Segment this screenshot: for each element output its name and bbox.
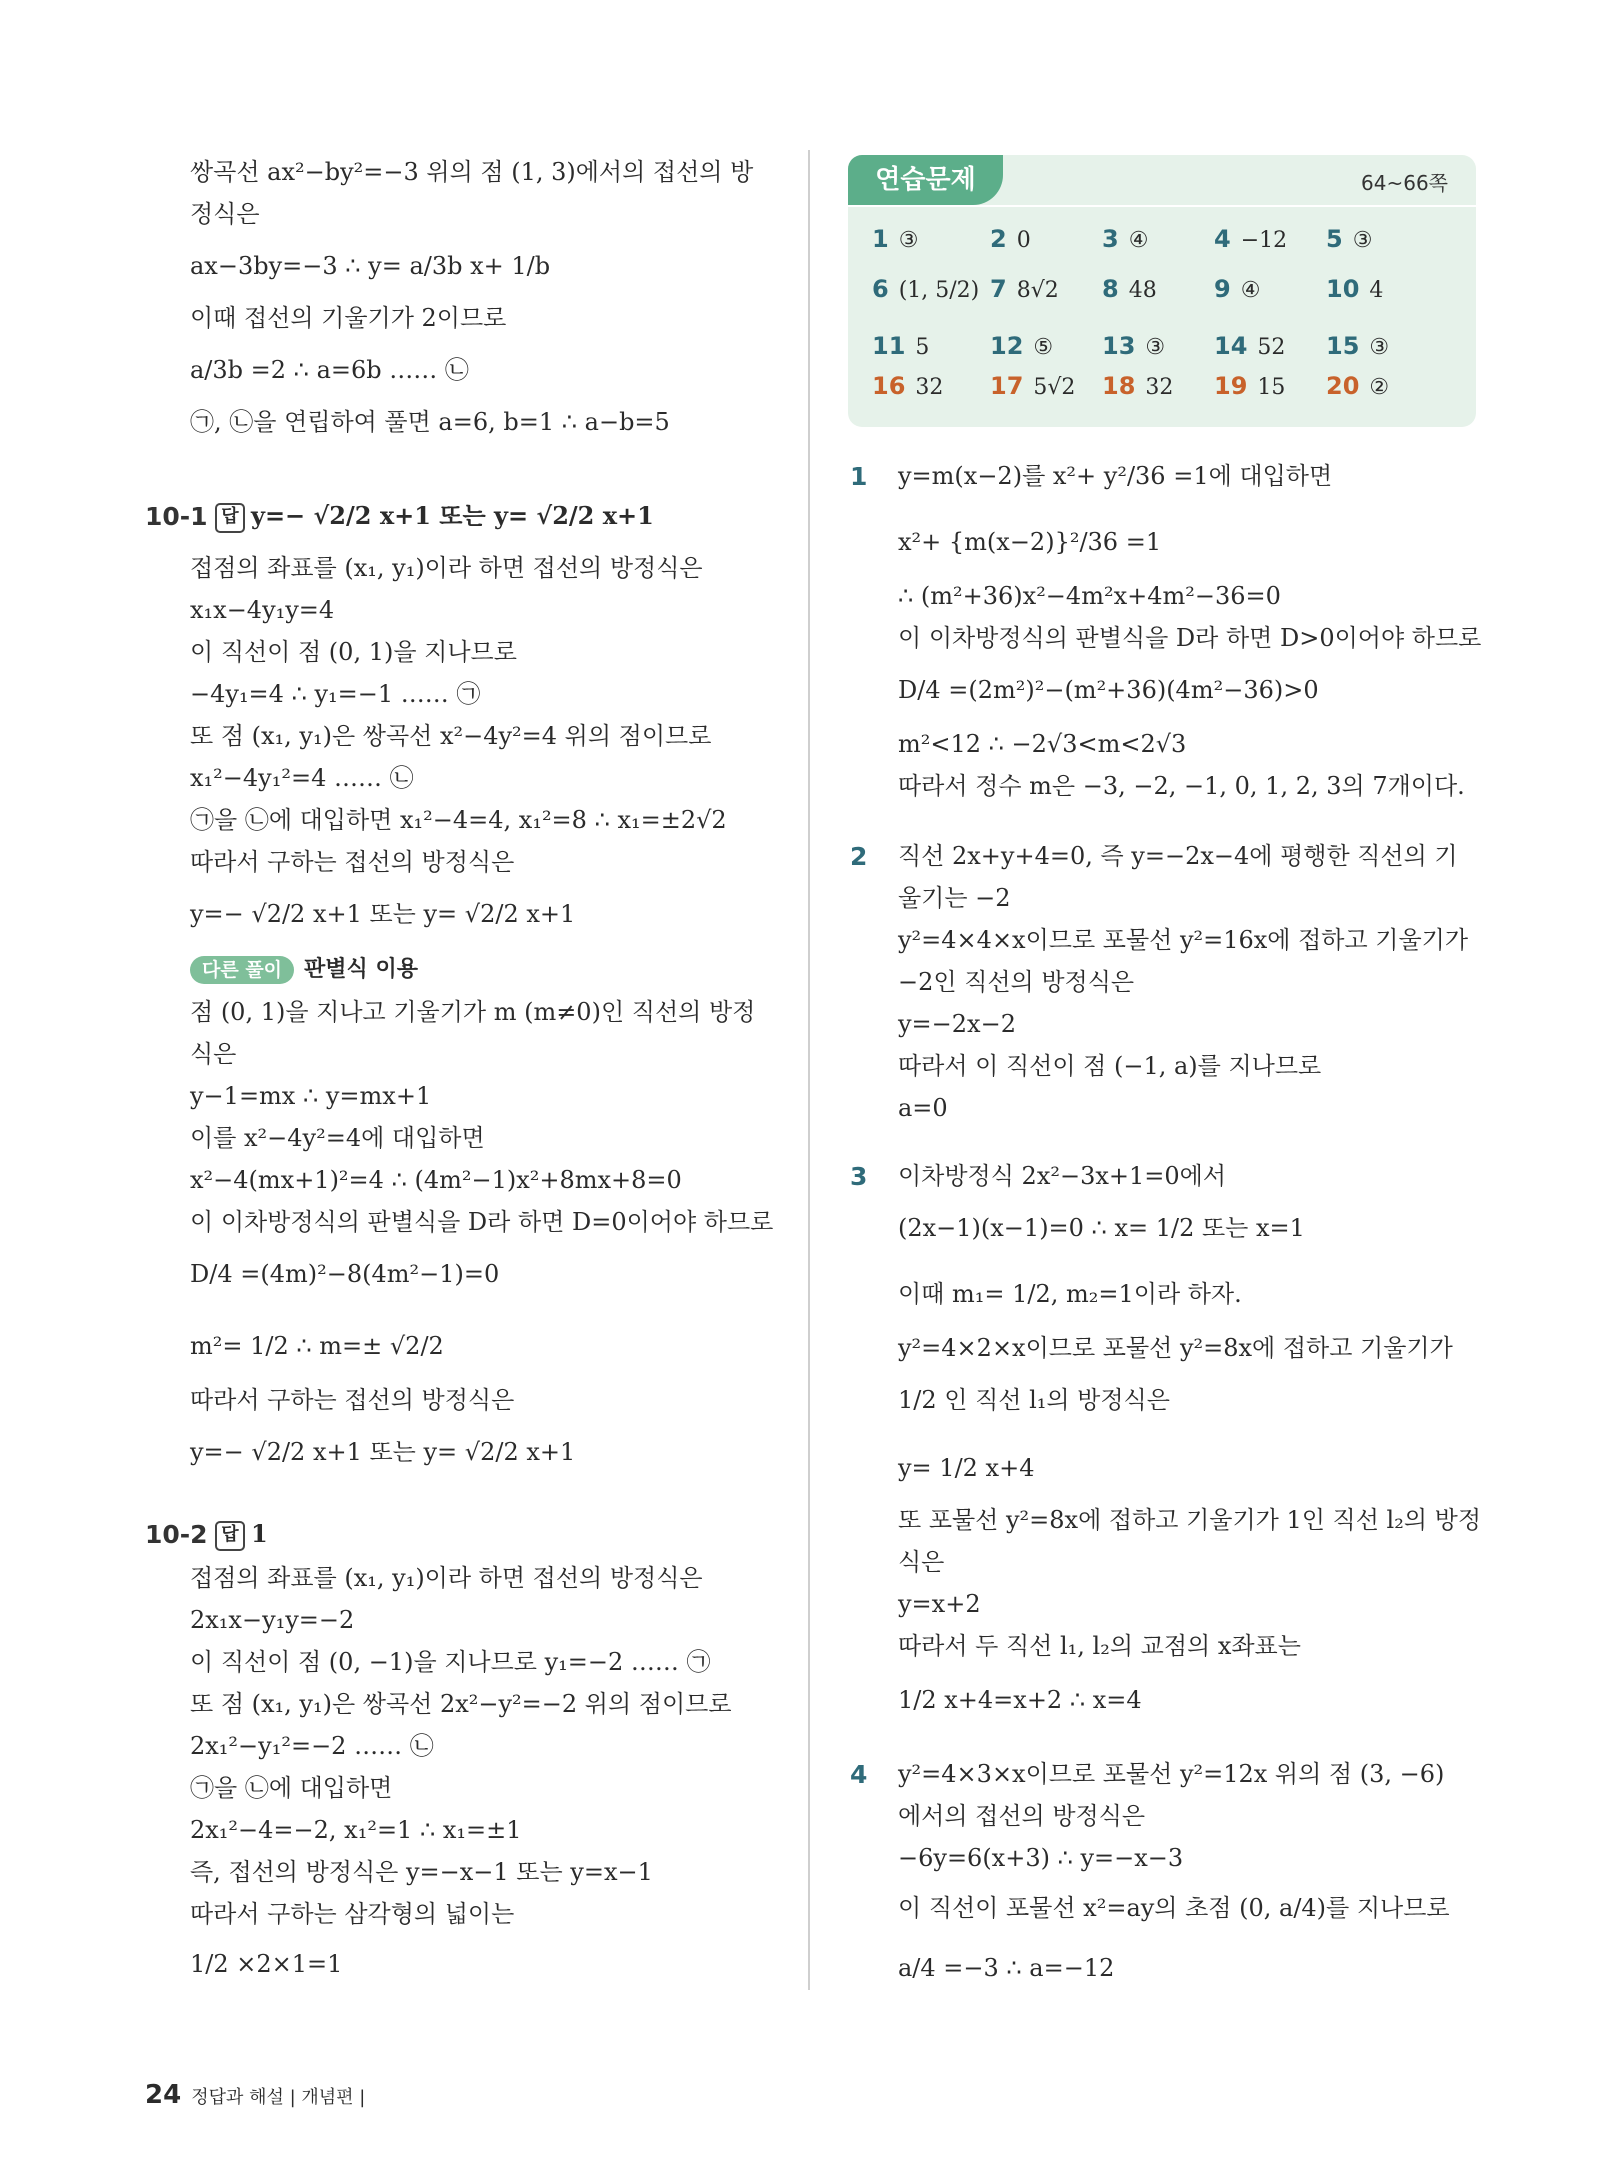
practice-answer-number: 11 xyxy=(872,332,906,360)
text-line: ㉠을 ㉡에 대입하면 x₁²−4=4, x₁²=8 ∴ x₁=±2√2 xyxy=(190,806,727,834)
text-line: y=−2x−2 xyxy=(898,1010,1016,1038)
text-line: D/4 =(4m)²−8(4m²−1)=0 xyxy=(190,1260,500,1288)
text-line: 따라서 두 직선 l₁, l₂의 교점의 x좌표는 xyxy=(898,1632,1301,1660)
text-line: ax−3by=−3 ∴ y= a/3b x+ 1/b xyxy=(190,252,551,280)
answer-line xyxy=(215,500,654,533)
practice-answer-number: 12 xyxy=(990,332,1024,360)
practice-answer-item xyxy=(872,275,979,303)
text-line: x²+ {m(x−2)}²/36 =1 xyxy=(898,528,1162,556)
text-line: 따라서 구하는 접선의 방정식은 xyxy=(190,848,515,876)
text-line: 따라서 정수 m은 −3, −2, −1, 0, 1, 2, 3의 7개이다. xyxy=(898,772,1465,800)
text-line: 또 포물선 y²=8x에 접하고 기울기가 1인 직선 l₂의 방정 xyxy=(898,1506,1482,1534)
practice-answer-item xyxy=(1102,275,1157,303)
text-line: 이 이차방정식의 판별식을 D라 하면 D>0이어야 하므로 xyxy=(898,624,1482,652)
text-line: a=0 xyxy=(898,1094,948,1122)
text-line: −6y=6(x+3) ∴ y=−x−3 xyxy=(898,1844,1184,1872)
text-line: y²=4×3×x이므로 포물선 y²=12x 위의 점 (3, −6) xyxy=(898,1760,1445,1788)
text-line: 이때 m₁= 1/2, m₂=1이라 하자. xyxy=(898,1280,1242,1308)
text-line: 점 (0, 1)을 지나고 기울기가 m (m≠0)인 직선의 방정 xyxy=(190,998,756,1026)
text-line: ∴ (m²+36)x²−4m²x+4m²−36=0 xyxy=(898,582,1281,610)
practice-answer-item xyxy=(1326,225,1372,253)
text-line: 따라서 구하는 삼각형의 넓이는 xyxy=(190,1900,515,1928)
practice-answer-item xyxy=(1102,225,1148,253)
text-line: y=x+2 xyxy=(898,1590,981,1618)
text-line: m²<12 ∴ −2√3<m<2√3 xyxy=(898,730,1187,758)
practice-answer-value: ③ xyxy=(1352,228,1373,253)
practice-answer-item xyxy=(990,372,1075,400)
text-line: 이때 접선의 기울기가 2이므로 xyxy=(190,304,507,332)
practice-answer-value: −12 xyxy=(1240,228,1288,253)
practice-answer-number: 8 xyxy=(1102,275,1119,303)
practice-answer-item xyxy=(872,332,929,360)
text-line: (2x−1)(x−1)=0 ∴ x= 1/2 또는 x=1 xyxy=(898,1214,1305,1242)
text-line: −4y₁=4 ∴ y₁=−1 …… ㉠ xyxy=(190,680,481,708)
text-line: m²= 1/2 ∴ m=± √2/2 xyxy=(190,1332,444,1360)
text-line: D/4 =(2m²)²−(m²+36)(4m²−36)>0 xyxy=(898,676,1319,704)
solution-number: 4 xyxy=(850,1760,868,1789)
text-line: ㉠을 ㉡에 대입하면 xyxy=(190,1774,393,1802)
text-line: x²−4(mx+1)²=4 ∴ (4m²−1)x²+8mx+8=0 xyxy=(190,1166,682,1194)
practice-answer-value: 0 xyxy=(1016,228,1031,253)
text-line: 2x₁²−4=−2, x₁²=1 ∴ x₁=±1 xyxy=(190,1816,522,1844)
practice-answer-item xyxy=(1326,275,1383,303)
practice-answer-value: 52 xyxy=(1257,335,1286,360)
practice-answer-item xyxy=(1326,332,1389,360)
text-line: 정식은 xyxy=(190,200,260,228)
text-line: 또 점 (x₁, y₁)은 쌍곡선 x²−4y²=4 위의 점이므로 xyxy=(190,722,712,750)
text-line: 접점의 좌표를 (x₁, y₁)이라 하면 접선의 방정식은 xyxy=(190,554,703,582)
text-line: 따라서 구하는 접선의 방정식은 xyxy=(190,1386,515,1414)
page-number: 24 xyxy=(145,2080,182,2110)
practice-answer-number: 15 xyxy=(1326,332,1360,360)
practice-answer-item xyxy=(1214,372,1285,400)
practice-answer-number: 6 xyxy=(872,275,889,303)
text-line: x₁x−4y₁y=4 xyxy=(190,596,335,624)
practice-answer-value: ⑤ xyxy=(1033,335,1054,360)
practice-answer-number: 19 xyxy=(1214,372,1248,400)
practice-answer-item xyxy=(1214,332,1285,360)
footer-text: 정답과 해설 | 개념편 | xyxy=(191,2087,366,2108)
practice-answer-value: ③ xyxy=(898,228,919,253)
text-line: 이를 x²−4y²=4에 대입하면 xyxy=(190,1124,485,1152)
text-line: 식은 xyxy=(190,1040,237,1068)
practice-answer-number: 20 xyxy=(1326,372,1360,400)
text-line: y=m(x−2)를 x²+ y²/36 =1에 대입하면 xyxy=(898,462,1333,490)
practice-divider xyxy=(848,205,1476,207)
text-line: y=− √2/2 x+1 또는 y= √2/2 x+1 xyxy=(190,900,576,928)
practice-answer-value: ③ xyxy=(1145,335,1166,360)
answer-badge: 답 xyxy=(215,1521,245,1551)
answer-badge: 답 xyxy=(215,503,245,533)
practice-answer-item xyxy=(990,332,1053,360)
practice-answer-item xyxy=(872,372,943,400)
text-line: 즉, 접선의 방정식은 y=−x−1 또는 y=x−1 xyxy=(190,1858,653,1886)
alt-solution-tag: 다른 풀이 xyxy=(190,956,294,984)
text-line: y= 1/2 x+4 xyxy=(898,1454,1035,1482)
practice-answer-item xyxy=(1214,225,1287,253)
practice-answer-item xyxy=(1102,332,1165,360)
text-line: 1/2 x+4=x+2 ∴ x=4 xyxy=(898,1686,1142,1714)
text-line: 이 이차방정식의 판별식을 D라 하면 D=0이어야 하므로 xyxy=(190,1208,774,1236)
practice-answer-number: 1 xyxy=(872,225,889,253)
text-line: y−1=mx ∴ y=mx+1 xyxy=(190,1082,432,1110)
text-line: y²=4×2×x이므로 포물선 y²=8x에 접하고 기울기가 xyxy=(898,1334,1453,1362)
text-line: 울기는 −2 xyxy=(898,884,1011,912)
practice-answer-number: 2 xyxy=(990,225,1007,253)
text-line: 이차방정식 2x²−3x+1=0에서 xyxy=(898,1162,1227,1190)
practice-pages: 64~66쪽 xyxy=(1361,171,1448,195)
text-line: 2x₁²−y₁²=−2 …… ㉡ xyxy=(190,1732,434,1760)
solution-number: 1 xyxy=(850,462,868,491)
text-line: 1/2 ×2×1=1 xyxy=(190,1950,343,1978)
text-line: 직선 2x+y+4=0, 즉 y=−2x−4에 평행한 직선의 기 xyxy=(898,842,1458,870)
practice-answer-value: 32 xyxy=(915,375,944,400)
alt-solution-header xyxy=(190,952,418,986)
practice-answer-value: 5√2 xyxy=(1033,375,1076,400)
problem-number: 10-2 xyxy=(145,1520,208,1549)
text-line: 이 직선이 점 (0, 1)을 지나므로 xyxy=(190,638,517,666)
practice-answer-item xyxy=(990,225,1031,253)
practice-answer-number: 14 xyxy=(1214,332,1248,360)
practice-answer-value: 15 xyxy=(1257,375,1286,400)
practice-answer-number: 9 xyxy=(1214,275,1231,303)
practice-answer-value: ② xyxy=(1369,375,1390,400)
practice-answer-value: 32 xyxy=(1145,375,1174,400)
practice-answer-item xyxy=(1326,372,1389,400)
practice-answer-number: 5 xyxy=(1326,225,1343,253)
text-line: 식은 xyxy=(898,1548,945,1576)
text-line: x₁²−4y₁²=4 …… ㉡ xyxy=(190,764,414,792)
text-line: 접점의 좌표를 (x₁, y₁)이라 하면 접선의 방정식은 xyxy=(190,1564,703,1592)
practice-header xyxy=(848,155,1476,205)
practice-answer-value: (1, 5/2) xyxy=(898,278,980,303)
practice-answer-value: 48 xyxy=(1128,278,1157,303)
practice-answer-value: ④ xyxy=(1128,228,1149,253)
practice-answer-number: 4 xyxy=(1214,225,1231,253)
practice-answer-value: 8√2 xyxy=(1016,278,1059,303)
text-line: −2인 직선의 방정식은 xyxy=(898,968,1135,996)
text-line: a/3b =2 ∴ a=6b …… ㉡ xyxy=(190,356,469,384)
practice-answer-number: 13 xyxy=(1102,332,1136,360)
practice-answer-item xyxy=(1102,372,1173,400)
practice-answer-value: ③ xyxy=(1369,335,1390,360)
practice-answer-item xyxy=(872,225,918,253)
text-line: 에서의 접선의 방정식은 xyxy=(898,1802,1146,1830)
practice-answer-number: 7 xyxy=(990,275,1007,303)
text-line: 쌍곡선 ax²−by²=−3 위의 점 (1, 3)에서의 접선의 방 xyxy=(190,158,754,186)
text-line: y²=4×4×x이므로 포물선 y²=16x에 접하고 기울기가 xyxy=(898,926,1469,954)
text-line: 1/2 인 직선 l₁의 방정식은 xyxy=(898,1386,1170,1414)
alt-solution-title: 판별식 이용 xyxy=(304,957,418,982)
practice-answer-item xyxy=(1214,275,1260,303)
column-divider xyxy=(808,150,810,1990)
practice-answer-number: 10 xyxy=(1326,275,1360,303)
practice-answer-value: 4 xyxy=(1369,278,1384,303)
page-footer xyxy=(145,2080,365,2110)
practice-title: 연습문제 xyxy=(848,155,1003,205)
text-line: ㉠, ㉡을 연립하여 풀면 a=6, b=1 ∴ a−b=5 xyxy=(190,408,670,436)
text-line: 따라서 이 직선이 점 (−1, a)를 지나므로 xyxy=(898,1052,1322,1080)
solution-number: 2 xyxy=(850,842,868,871)
practice-answer-item xyxy=(990,275,1059,303)
text-line: a/4 =−3 ∴ a=−12 xyxy=(898,1954,1115,1982)
text-line: 또 점 (x₁, y₁)은 쌍곡선 2x²−y²=−2 위의 점이므로 xyxy=(190,1690,732,1718)
problem-number: 10-1 xyxy=(145,502,208,531)
answer-line xyxy=(215,1518,268,1551)
practice-answer-number: 3 xyxy=(1102,225,1119,253)
practice-answer-number: 16 xyxy=(872,372,906,400)
answer-text: y=− √2/2 x+1 또는 y= √2/2 x+1 xyxy=(251,501,654,530)
text-line: 이 직선이 포물선 x²=ay의 초점 (0, a/4)를 지나므로 xyxy=(898,1894,1450,1922)
practice-answer-value: ④ xyxy=(1240,278,1261,303)
solution-number: 3 xyxy=(850,1162,868,1191)
text-line: 2x₁x−y₁y=−2 xyxy=(190,1606,355,1634)
text-line: y=− √2/2 x+1 또는 y= √2/2 x+1 xyxy=(190,1438,576,1466)
text-line: 이 직선이 점 (0, −1)을 지나므로 y₁=−2 …… ㉠ xyxy=(190,1648,711,1676)
practice-answer-number: 17 xyxy=(990,372,1024,400)
practice-answer-value: 5 xyxy=(915,335,930,360)
answer-text: 1 xyxy=(251,1519,268,1548)
practice-answer-number: 18 xyxy=(1102,372,1136,400)
